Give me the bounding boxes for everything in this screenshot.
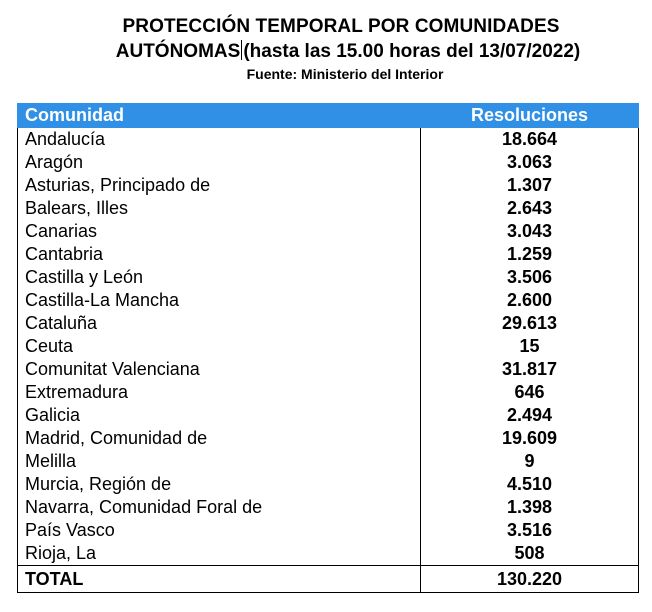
row-resolutions: 508: [421, 542, 639, 566]
column-header-comunidad: Comunidad: [18, 104, 421, 128]
row-resolutions: 18.664: [421, 128, 639, 152]
table-row: [18, 496, 639, 519]
row-resolutions: 646: [421, 381, 639, 404]
row-resolutions: 3.506: [421, 266, 639, 289]
row-community: Asturias, Principado de: [18, 174, 421, 197]
row-community: Cantabria: [18, 243, 421, 266]
row-resolutions: 3.063: [421, 151, 639, 174]
table-row: [18, 197, 639, 220]
total-label: TOTAL: [18, 566, 421, 593]
row-community: Castilla-La Mancha: [18, 289, 421, 312]
row-resolutions: 3.516: [421, 519, 639, 542]
table-row: [18, 266, 639, 289]
table-row: [18, 381, 639, 404]
row-resolutions: 31.817: [421, 358, 639, 381]
table-row: [18, 519, 639, 542]
row-community: Cataluña: [18, 312, 421, 335]
row-community: Murcia, Región de: [18, 473, 421, 496]
row-resolutions: 9: [421, 450, 639, 473]
table-row: [18, 450, 639, 473]
row-community: Extremadura: [18, 381, 421, 404]
table-row: [18, 151, 639, 174]
title-word: AUTÓNOMAS: [115, 41, 241, 62]
row-community: Canarias: [18, 220, 421, 243]
table-row: [18, 174, 639, 197]
row-resolutions: 2.643: [421, 197, 639, 220]
document-header: [0, 14, 652, 83]
table-row: [18, 542, 639, 566]
row-community: Galicia: [18, 404, 421, 427]
row-community: Balears, Illes: [18, 197, 421, 220]
page-subtitle: [0, 39, 652, 65]
table-row: [18, 128, 639, 152]
total-value: 130.220: [421, 566, 639, 593]
date-range: (hasta las 15.00 horas del 13/07/2022): [243, 41, 581, 62]
row-resolutions: 1.398: [421, 496, 639, 519]
row-community: Aragón: [18, 151, 421, 174]
source-note: Fuente: Ministerio del Interior: [246, 66, 444, 82]
row-resolutions: 2.600: [421, 289, 639, 312]
page-title: PROTECCIÓN TEMPORAL POR COMUNIDADES: [122, 16, 560, 37]
row-community: Madrid, Comunidad de: [18, 427, 421, 450]
table-row: [18, 358, 639, 381]
table-row: [18, 473, 639, 496]
table-row: [18, 312, 639, 335]
row-resolutions: 3.043: [421, 220, 639, 243]
table-row: [18, 220, 639, 243]
table-row: [18, 289, 639, 312]
data-table: [17, 103, 639, 593]
table-body: [18, 128, 639, 566]
row-resolutions: 4.510: [421, 473, 639, 496]
row-resolutions: 19.609: [421, 427, 639, 450]
row-community: Melilla: [18, 450, 421, 473]
column-header-resoluciones: Resoluciones: [421, 104, 639, 128]
table-row: [18, 243, 639, 266]
row-community: Comunitat Valenciana: [18, 358, 421, 381]
row-community: País Vasco: [18, 519, 421, 542]
row-community: Ceuta: [18, 335, 421, 358]
table-row: [18, 427, 639, 450]
row-community: Castilla y León: [18, 266, 421, 289]
row-resolutions: 2.494: [421, 404, 639, 427]
total-row: [18, 566, 639, 593]
row-community: Andalucía: [18, 128, 421, 152]
row-community: Navarra, Comunidad Foral de: [18, 496, 421, 519]
row-resolutions: 15: [421, 335, 639, 358]
row-community: Rioja, La: [18, 542, 421, 566]
table-header-row: [18, 104, 639, 128]
row-resolutions: 1.259: [421, 243, 639, 266]
row-resolutions: 29.613: [421, 312, 639, 335]
table-row: [18, 335, 639, 358]
table-row: [18, 404, 639, 427]
row-resolutions: 1.307: [421, 174, 639, 197]
